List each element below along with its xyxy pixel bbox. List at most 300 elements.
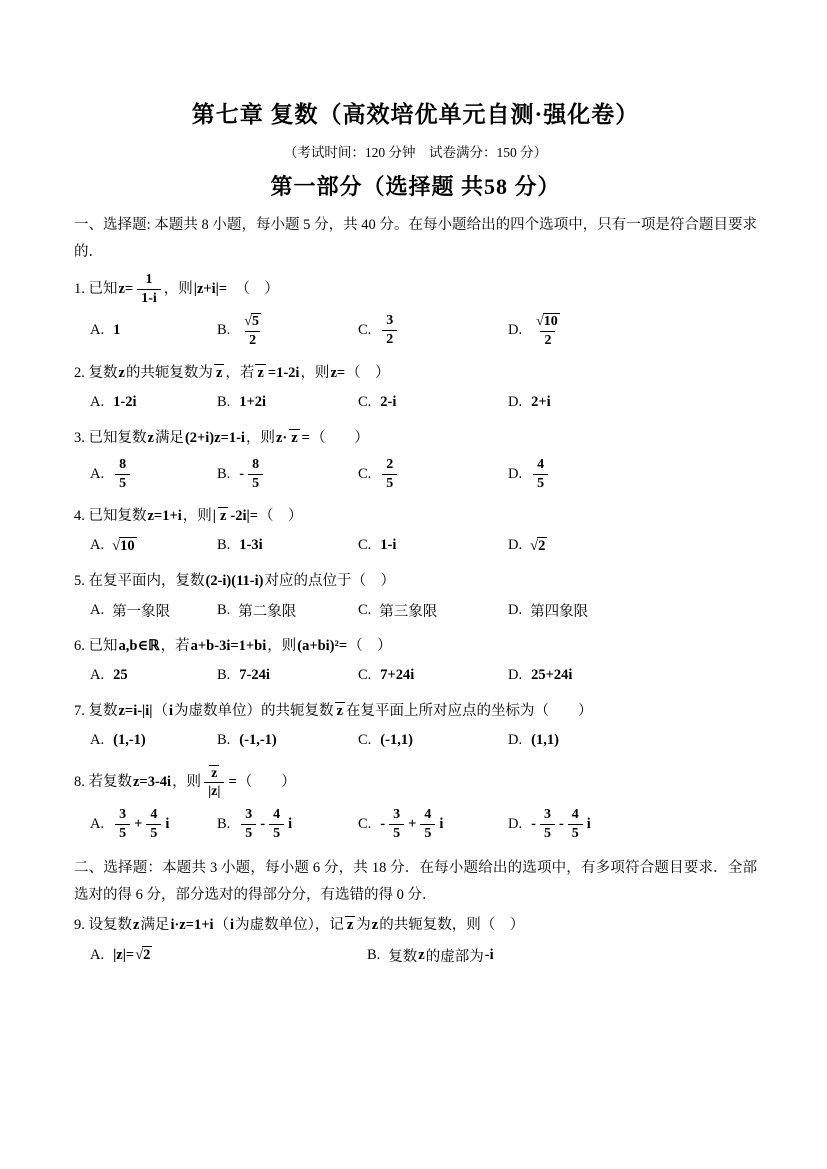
math-run: i — [288, 815, 293, 832]
option-label: C. — [358, 732, 372, 749]
option-D — [508, 457, 757, 492]
question-5-options — [90, 600, 757, 622]
math-run: 5 — [119, 825, 127, 841]
option-content — [112, 394, 137, 411]
option-B — [217, 807, 358, 842]
radical — [536, 313, 560, 330]
math-run: 3 — [393, 806, 401, 822]
question-6 — [74, 635, 757, 687]
question-3-options — [90, 457, 757, 492]
option-content — [112, 537, 136, 555]
text-run: 第二象限 — [238, 604, 297, 621]
option-label: D. — [508, 537, 523, 554]
math-run: (a+bi)²= — [297, 637, 348, 654]
question-9 — [74, 914, 757, 966]
text-run: 满足 — [154, 429, 184, 446]
option-label: B. — [217, 602, 231, 619]
radicand: 5 — [251, 313, 259, 329]
text-run: 为 — [356, 917, 371, 934]
option-B — [217, 457, 358, 492]
option-content — [530, 313, 566, 349]
option-content — [379, 732, 414, 749]
math-run: 5 — [537, 475, 545, 491]
math-run: 3 — [119, 806, 127, 822]
option-content — [379, 667, 415, 684]
fraction — [146, 807, 161, 842]
option-label: B. — [217, 537, 231, 554]
math-run: 8 — [119, 456, 127, 472]
math-run: i·z=1+i — [170, 917, 214, 934]
fraction — [241, 313, 264, 349]
text-run: 在复平面上所对应点的坐标为（ ） — [345, 702, 593, 719]
math-run: 4 — [150, 806, 158, 822]
option-label: C. — [358, 322, 372, 339]
option-content — [379, 394, 397, 411]
option-D — [508, 730, 757, 752]
option-label: D. — [508, 667, 523, 684]
option-A — [90, 600, 217, 622]
math-run: (1,-1) — [113, 732, 146, 749]
text-run: （ — [153, 702, 168, 719]
option-label: D. — [508, 732, 523, 749]
conjugate-overline: z — [291, 429, 298, 446]
option-D — [508, 392, 757, 414]
math-run: i — [586, 815, 591, 832]
option-label: A. — [90, 322, 105, 339]
option-A — [90, 807, 217, 842]
math-run: =1-2i — [267, 365, 300, 381]
math-run: 2 — [544, 332, 552, 348]
option-content — [530, 600, 588, 621]
question-9-options — [90, 944, 757, 966]
fraction-denominator — [540, 331, 555, 349]
math-run: 5 — [393, 825, 401, 841]
question-sections — [74, 212, 757, 966]
math-run: a,b∈ℝ — [118, 637, 160, 654]
text-run: 对应的点位于（ ） — [264, 572, 395, 589]
math-run: z=i-|i| — [118, 702, 153, 719]
text-run: 第三象限 — [379, 604, 438, 621]
fraction-denominator — [568, 824, 583, 842]
fraction-denominator — [115, 824, 130, 842]
math-run: (1,1) — [531, 732, 559, 749]
fraction — [382, 313, 397, 348]
option-label: C. — [358, 465, 372, 482]
question-5-stem — [74, 570, 757, 594]
fraction — [420, 807, 435, 842]
text-run: 的共轭复数为 — [125, 365, 213, 381]
math-run: + — [408, 815, 417, 832]
math-run: 1-i — [380, 537, 397, 554]
math-run: 25+24i — [531, 667, 573, 684]
text-run: 6. 已知 — [74, 637, 118, 654]
option-content — [238, 600, 296, 621]
math-run: 3 — [386, 313, 394, 329]
fraction-denominator — [204, 782, 224, 800]
option-label: D. — [508, 465, 523, 482]
option-label: B. — [217, 465, 231, 482]
text-run: （ ） — [310, 429, 369, 446]
fraction-numerator — [533, 457, 548, 474]
math-run: 1 — [145, 271, 153, 287]
math-run: 5 — [424, 825, 432, 841]
text-run: ，若 — [160, 637, 190, 654]
fraction — [568, 807, 583, 842]
option-A — [90, 730, 217, 752]
math-run: - — [260, 815, 266, 832]
question-4-stem — [74, 505, 757, 529]
math-run: z=1+i — [147, 508, 182, 525]
fraction — [248, 457, 263, 492]
option-label: A. — [90, 465, 105, 482]
math-run: z — [133, 917, 140, 934]
math-run: 7+24i — [380, 667, 415, 684]
fraction-numerator — [568, 807, 583, 824]
math-run: 7-24i — [239, 667, 270, 684]
math-run: - — [380, 815, 386, 832]
option-A — [90, 320, 217, 342]
question-8-options — [90, 807, 757, 842]
text-run: 满足 — [140, 917, 170, 934]
conjugate-overline: z — [215, 365, 223, 381]
radical-sign-icon: √ — [244, 313, 252, 329]
option-B — [217, 535, 358, 557]
math-run: 5 — [273, 825, 281, 841]
option-content — [238, 457, 266, 492]
radical-sign-icon: √ — [536, 313, 544, 329]
math-run: i — [168, 702, 174, 719]
radicand: 10 — [120, 537, 135, 554]
option-content — [530, 667, 573, 684]
option-content — [530, 394, 552, 411]
text-run: （ ） — [346, 365, 390, 381]
option-content — [112, 807, 170, 842]
option-label: C. — [358, 815, 372, 832]
option-content — [238, 667, 271, 684]
question-8-stem — [74, 765, 757, 801]
fraction-numerator — [115, 457, 130, 474]
option-C — [358, 730, 508, 752]
option-content — [379, 600, 437, 621]
option-content — [238, 537, 263, 554]
text-run: （ ） — [258, 508, 303, 525]
text-run: 3. 已知复数 — [74, 429, 147, 446]
fraction-denominator — [382, 330, 397, 348]
option-label: A. — [90, 815, 105, 832]
math-run: |z| — [208, 784, 221, 800]
option-label: B. — [367, 946, 381, 963]
option-C — [358, 392, 508, 414]
math-run: 5 — [571, 825, 579, 841]
option-D — [508, 535, 757, 557]
math-run: = — [301, 429, 310, 446]
fraction-denominator — [269, 824, 284, 842]
math-run: z — [147, 429, 154, 446]
text-run: 为虚数单位）的共轭复数 — [174, 702, 334, 719]
fraction-numerator — [389, 807, 404, 824]
option-A — [90, 665, 217, 687]
math-run: 5 — [150, 825, 158, 841]
option-D — [508, 600, 757, 622]
fraction-numerator — [115, 807, 130, 824]
fraction — [204, 765, 224, 801]
radical — [244, 313, 261, 330]
option-content — [379, 537, 397, 554]
fraction-numerator — [382, 313, 397, 330]
fraction-numerator — [248, 457, 263, 474]
option-A — [90, 944, 367, 966]
math-run: i — [230, 917, 235, 934]
option-B — [217, 600, 358, 622]
question-1-stem — [74, 272, 757, 307]
option-D — [508, 313, 757, 349]
option-C — [358, 665, 508, 687]
math-run: i — [165, 815, 170, 832]
math-run: z= — [330, 365, 346, 381]
option-content — [112, 732, 147, 749]
fraction-denominator — [137, 289, 161, 307]
text-run: 7. 复数 — [74, 702, 118, 719]
exam-info: （考试时间：120 分钟 试卷满分：150 分） — [283, 145, 548, 160]
math-run: |z+i|= — [193, 280, 228, 297]
option-label: A. — [90, 394, 105, 411]
option-A — [90, 535, 217, 557]
option-content — [530, 537, 547, 555]
math-run: 1-2i — [113, 394, 137, 411]
fraction-numerator — [533, 313, 563, 331]
option-label: B. — [217, 322, 231, 339]
math-run: (2-i)(11-i) — [205, 572, 264, 589]
math-run: z· — [275, 429, 288, 446]
fraction-numerator — [382, 457, 397, 474]
section-1-intro: 一、选择题: 本题共 8 小题，每小题 5 分，共 40 分。在每小题给出的四个选项中，只有一项是符合题目要求的． — [74, 217, 757, 260]
math-run: - — [558, 815, 564, 832]
option-label: A. — [90, 667, 105, 684]
math-run: 2 — [386, 332, 394, 348]
text-run: 4. 已知复数 — [74, 508, 147, 525]
fraction-denominator — [533, 474, 548, 492]
fraction-numerator — [420, 807, 435, 824]
math-run: z — [118, 365, 125, 381]
option-content — [379, 457, 400, 492]
question-7 — [74, 700, 757, 752]
fraction-numerator — [241, 313, 264, 331]
radical — [530, 537, 547, 555]
option-content — [238, 394, 267, 411]
option-label: B. — [217, 815, 231, 832]
question-6-options — [90, 665, 757, 687]
math-run: 4 — [537, 456, 545, 472]
option-label: A. — [90, 602, 105, 619]
conjugate-overline: z — [336, 702, 343, 719]
math-run: 4 — [424, 806, 432, 822]
fraction-numerator — [241, 807, 256, 824]
text-run: ，则 — [163, 280, 193, 297]
fraction — [137, 272, 161, 307]
question-2-stem — [74, 362, 757, 386]
question-6-stem — [74, 635, 757, 659]
option-content — [530, 807, 592, 842]
option-C — [358, 535, 508, 557]
option-label: C. — [358, 394, 372, 411]
fraction — [389, 807, 404, 842]
option-label: A. — [90, 732, 105, 749]
option-label: D. — [508, 394, 523, 411]
math-run: 1+2i — [239, 394, 267, 411]
radical-sign-icon: √ — [112, 537, 121, 554]
math-run: 2 — [386, 456, 394, 472]
text-run: ，则 — [300, 365, 330, 381]
option-content — [112, 667, 129, 684]
math-run: z — [371, 917, 379, 934]
math-run: (-1,-1) — [239, 732, 277, 749]
conjugate-overline: z — [257, 365, 264, 381]
text-run: 为虚数单位），记 — [235, 917, 344, 934]
option-content — [112, 600, 170, 621]
math-run: 4 — [571, 806, 579, 822]
math-run: 1-i — [141, 290, 157, 306]
option-C — [358, 600, 508, 622]
math-run: a+b-3i=1+bi — [190, 637, 267, 654]
math-run: -2i|= — [230, 508, 258, 525]
math-run: i — [439, 815, 444, 832]
math-run: 5 — [543, 825, 551, 841]
option-B — [367, 944, 757, 966]
option-label: C. — [358, 602, 372, 619]
radical — [112, 537, 136, 555]
conjugate-overline: z — [219, 508, 227, 525]
fraction — [533, 457, 548, 492]
fraction-numerator — [146, 807, 161, 824]
question-4 — [74, 505, 757, 557]
text-run: 复数 — [388, 948, 418, 965]
option-B — [217, 665, 358, 687]
option-content — [112, 322, 121, 339]
text-run: （ ） — [237, 773, 296, 790]
option-label: A. — [90, 537, 105, 554]
math-run: z — [418, 946, 425, 963]
text-run: 的共轭复数，则（ ） — [379, 917, 525, 934]
option-label: C. — [358, 667, 372, 684]
text-run: ，则 — [245, 429, 275, 446]
option-label: B. — [217, 732, 231, 749]
option-label: C. — [358, 537, 372, 554]
fraction-numerator — [269, 807, 284, 824]
option-content — [238, 807, 293, 842]
option-D — [508, 665, 757, 687]
option-label: A. — [90, 946, 105, 963]
question-2 — [74, 362, 757, 414]
math-run: - — [239, 465, 245, 482]
math-run: 3 — [245, 806, 253, 822]
option-A — [90, 457, 217, 492]
conjugate-overline: z — [211, 765, 218, 781]
option-content — [112, 457, 133, 492]
question-1 — [74, 272, 757, 349]
math-run: 2-i — [380, 394, 397, 411]
option-D — [508, 807, 757, 842]
option-content — [530, 732, 560, 749]
math-run: | — [212, 508, 216, 525]
fraction-numerator — [540, 807, 555, 824]
math-run: (2+i)z=1-i — [184, 429, 245, 446]
option-content — [238, 313, 267, 349]
math-run: |z|= — [113, 946, 135, 963]
option-content — [379, 807, 444, 842]
option-C — [358, 313, 508, 348]
fraction-denominator — [115, 474, 130, 492]
conjugate-overline: z — [346, 917, 354, 934]
option-C — [358, 457, 508, 492]
radicand: 2 — [538, 537, 546, 554]
option-label: B. — [217, 394, 231, 411]
fraction-numerator — [205, 765, 223, 783]
math-run: z=3-4i — [133, 773, 172, 790]
fraction-denominator — [382, 474, 397, 492]
fraction-denominator — [146, 824, 161, 842]
fraction — [115, 457, 130, 492]
text-run: 8. 若复数 — [74, 773, 132, 790]
option-B — [217, 313, 358, 349]
radical-sign-icon: √ — [530, 537, 539, 554]
text-run: 第一象限 — [112, 604, 171, 621]
option-label: D. — [508, 602, 523, 619]
option-content — [530, 457, 551, 492]
math-run: 5 — [119, 475, 127, 491]
option-B — [217, 730, 358, 752]
math-run: -i — [484, 946, 494, 963]
math-run: 5 — [252, 475, 260, 491]
fraction-denominator — [420, 824, 435, 842]
option-content — [238, 732, 277, 749]
math-run: (-1,1) — [380, 732, 413, 749]
math-run: 25 — [113, 667, 128, 684]
fraction — [382, 457, 397, 492]
math-run: 2+i — [531, 394, 551, 411]
option-B — [217, 392, 358, 414]
text-run: 1. 已知 — [74, 280, 118, 297]
option-A — [90, 392, 217, 414]
section-2-intro: 二、选择题：本题共 3 小题，每小题 6 分，共 18 分．在每小题给出的选项中，有多项符合题目要求．全部选对的得 6 分，部分选对的得部分分，有选错的得 0 分． — [74, 859, 757, 903]
part1-heading: 第一部分（选择题 共58 分） — [270, 174, 561, 199]
text-run: 5. 在复平面内，复数 — [74, 572, 205, 589]
math-run: 4 — [273, 806, 281, 822]
question-9-stem — [74, 914, 757, 938]
math-run: 3 — [543, 806, 551, 822]
fraction — [241, 807, 256, 842]
text-run: （ — [214, 917, 230, 934]
text-run: ，则 — [267, 637, 297, 654]
option-C — [358, 807, 508, 842]
radical — [135, 946, 152, 964]
fraction — [115, 807, 130, 842]
fraction-denominator — [248, 474, 263, 492]
option-label: B. — [217, 667, 231, 684]
text-run: （ ） — [348, 637, 392, 654]
fraction-numerator — [141, 272, 156, 289]
text-run: （ ） — [228, 280, 279, 297]
fraction-denominator — [540, 824, 555, 842]
question-7-stem — [74, 700, 757, 724]
option-label: D. — [508, 815, 523, 832]
fraction-denominator — [389, 824, 404, 842]
math-run: - — [531, 815, 536, 832]
option-content — [388, 945, 494, 966]
text-run: 9. 设复数 — [74, 917, 132, 934]
question-3 — [74, 427, 757, 492]
question-7-options — [90, 730, 757, 752]
math-run: 5 — [245, 825, 253, 841]
